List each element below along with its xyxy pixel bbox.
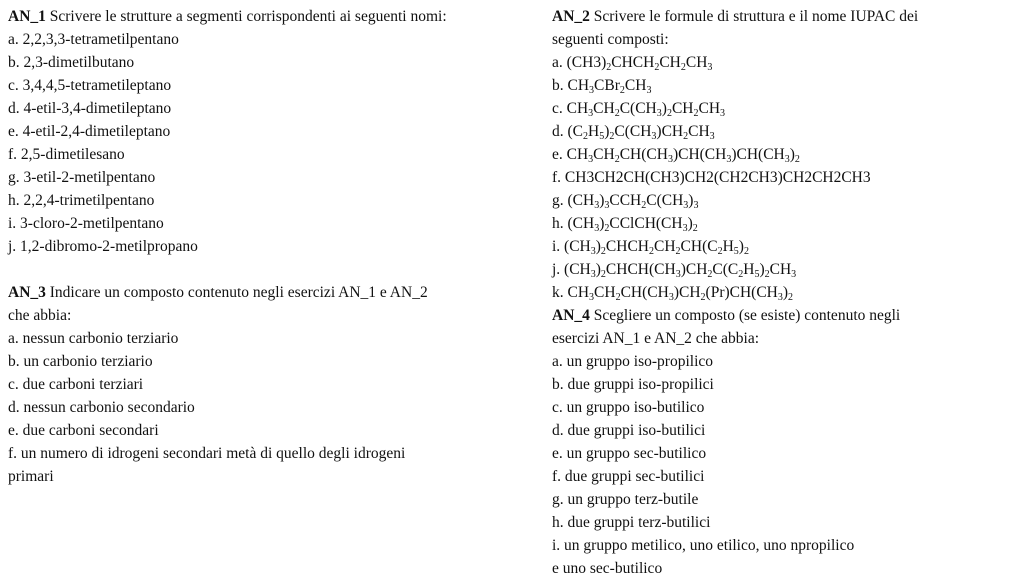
an2-formula-item: d. $(C_2H_5)_2C(CH_3)CH_2CH_3$ (552, 123, 715, 142)
an2-formula-item: i. $(CH_3)_2CHCH_2CH_2CH(C_2H_5)_2$ (552, 238, 749, 257)
an1-item: h. 2,2,4-trimetilpentano (8, 192, 155, 209)
an3-item: b. un carbonio terziario (8, 353, 153, 370)
an2-formula-item: a. $(CH3)_2CHCH_2CH_2CH_3$ (552, 54, 713, 73)
an1-item: g. 3-etil-2-metilpentano (8, 169, 156, 186)
an3-item: a. nessun carbonio terziario (8, 330, 179, 347)
an4-item: a. un gruppo iso-propilico (552, 353, 714, 370)
an3-title-line2: che abbia: (8, 307, 72, 324)
an1-item: e. 4-etil-2,4-dimetileptano (8, 123, 171, 140)
an2-formula-item: h. $(CH_3)_2CClCH(CH_3)_2$ (552, 215, 698, 234)
an2-title-line1: Scrivere le formule di struttura e il nome IUPAC dei (593, 8, 919, 25)
an3-item: e. due carboni secondari (8, 422, 159, 439)
an3-title-line1: Indicare un composto contenuto negli esercizi AN_1 e AN_2 (49, 284, 428, 301)
an3-item: d. nessun carbonio secondario (8, 399, 195, 416)
an2-formula-item: j. $(CH_3)_2CHCH(CH_3)CH_2C(C_2H_5)_2CH_3$ (552, 261, 797, 280)
an1-item: f. 2,5-dimetilesano (8, 146, 125, 163)
an4-code: AN_4 (552, 307, 590, 324)
an1-item: d. 4-etil-3,4-dimetileptano (8, 100, 172, 117)
an1-heading (8, 5, 538, 28)
an3-list (8, 327, 538, 488)
an3-item-f-line1: f. un numero di idrogeni secondari metà di quello degli idrogeni (8, 445, 406, 462)
an2-list (552, 51, 1017, 304)
an1-code: AN_1 (8, 8, 46, 25)
an2-formula-item: k. $CH_3CH_2CH(CH_3)CH_2(Pr)CH(CH_3)_2$ (552, 284, 794, 303)
an2-formula-item: b. $CH_3CBr_2CH_3$ (552, 77, 652, 96)
an4-item: f. due gruppi sec-butilici (552, 468, 705, 485)
an1-title: Scrivere le strutture a segmenti corrispondenti ai seguenti nomi: (49, 8, 447, 25)
an1-list (8, 28, 538, 258)
an2-formula-item: g. $(CH_3)_3CCH_2C(CH_3)_3$ (552, 192, 699, 211)
spacer (8, 258, 538, 281)
an3-item: c. due carboni terziari (8, 376, 144, 393)
an1-item: b. 2,3-dimetilbutano (8, 54, 135, 71)
an4-heading (552, 304, 1017, 327)
an4-item: d. due gruppi iso-butilici (552, 422, 706, 439)
an4-title-line1: Scegliere un composto (se esiste) contenuto negli (593, 307, 901, 324)
an4-title-line2: esercizi AN_1 e AN_2 che abbia: (552, 330, 760, 347)
an4-item-i-line1: i. un gruppo metilico, uno etilico, uno npropilico (552, 537, 855, 554)
an1-item: a. 2,2,3,3-tetrametilpentano (8, 31, 179, 48)
an4-item: g. un gruppo terz-butile (552, 491, 699, 508)
an2-code: AN_2 (552, 8, 590, 25)
an1-item: c. 3,4,4,5-tetrametileptano (8, 77, 172, 94)
an3-heading (8, 281, 538, 304)
an4-list (552, 350, 1017, 580)
an4-item: e. un gruppo sec-butilico (552, 445, 707, 462)
an1-item: j. 1,2-dibromo-2-metilpropano (8, 238, 198, 255)
an2-formula-item: f. CH3CH2CH(CH3)CH2(CH2CH3)CH2CH2CH3 (552, 169, 871, 186)
left-column (8, 5, 538, 488)
an4-item: h. due gruppi terz-butilici (552, 514, 711, 531)
an3-code: AN_3 (8, 284, 46, 301)
an2-title-line2: seguenti composti: (552, 31, 669, 48)
an2-formula-item: c. $CH_3CH_2C(CH_3)_2CH_2CH_3$ (552, 100, 726, 119)
an2-formula-item: e. $CH_3CH_2CH(CH_3)CH(CH_3)CH(CH_3)_2$ (552, 146, 800, 165)
right-column (552, 5, 1017, 580)
an4-item: b. due gruppi iso-propilici (552, 376, 714, 393)
an2-heading (552, 5, 1017, 28)
an4-item-i-line2: e uno sec-butilico (552, 560, 663, 577)
an4-item: c. un gruppo iso-butilico (552, 399, 705, 416)
an1-item: i. 3-cloro-2-metilpentano (8, 215, 164, 232)
an3-item-f-line2: primari (8, 468, 54, 485)
